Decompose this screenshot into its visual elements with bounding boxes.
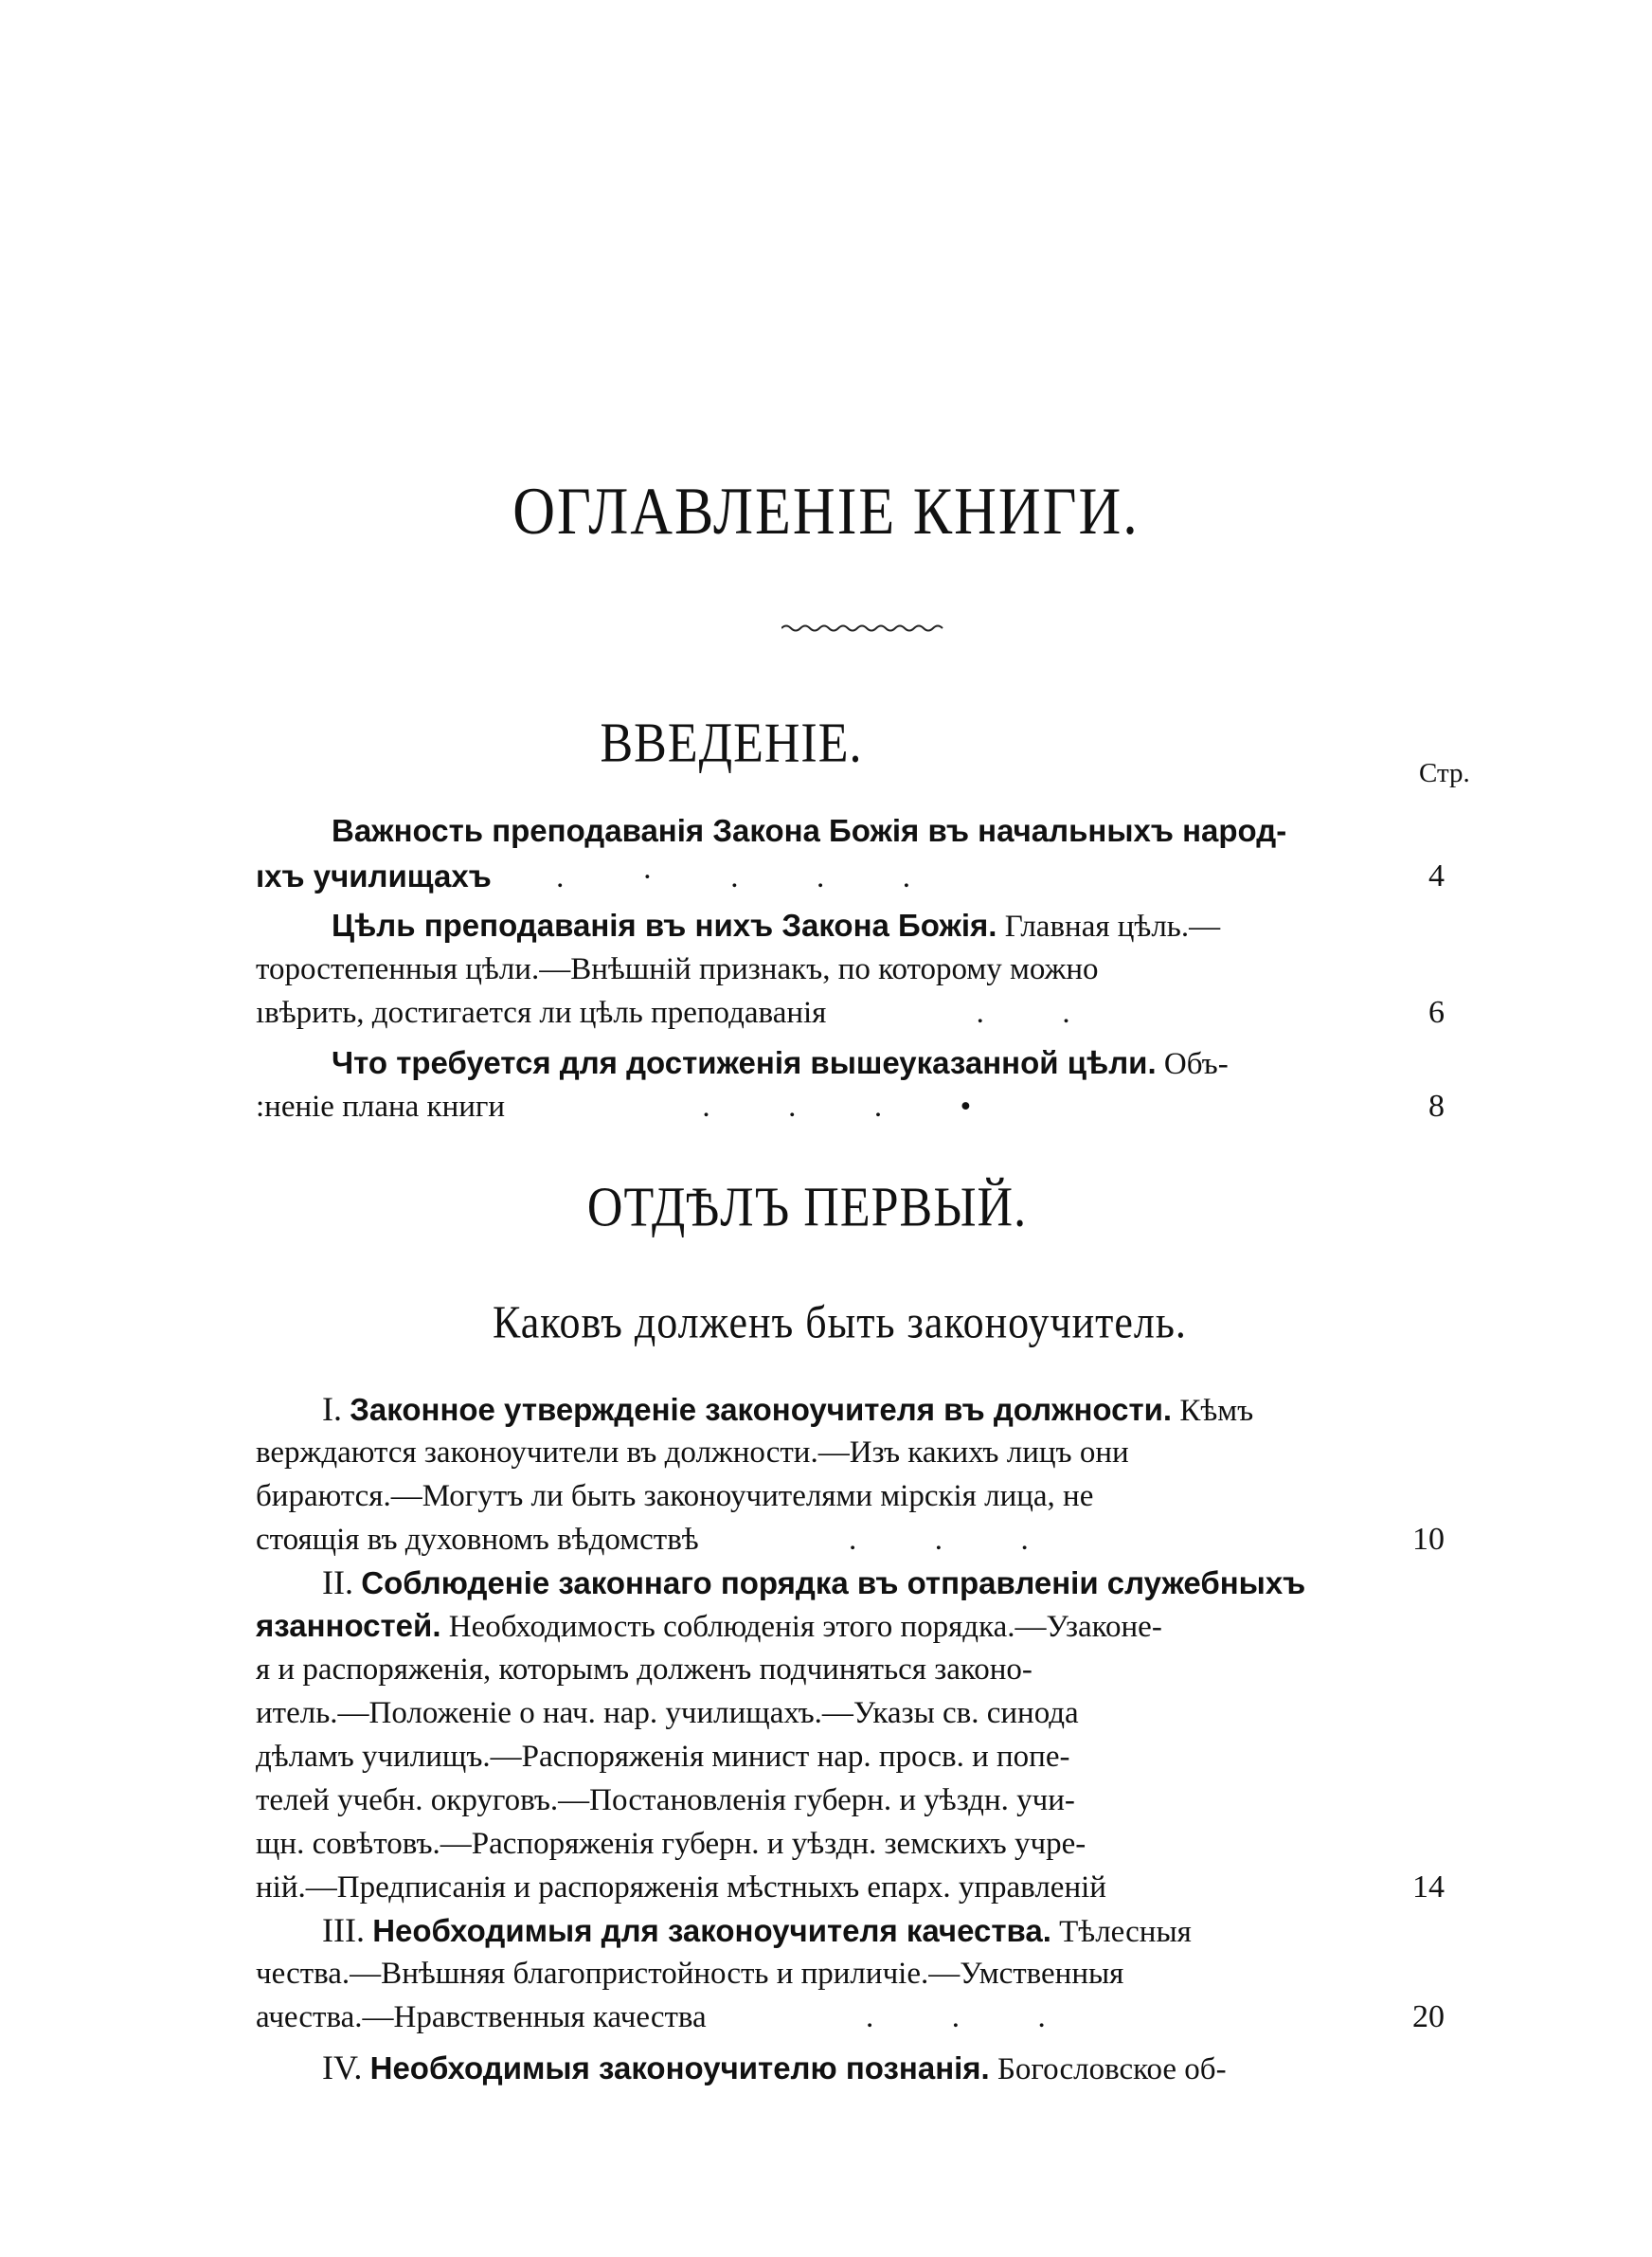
entry-title-cont: ıхъ училищахъ	[256, 858, 492, 894]
entry-text: ıвѣрить, достигается ли цѣль преподаванiя	[256, 996, 827, 1030]
page-column-header: Стр.	[1419, 758, 1470, 788]
dot-leader: . · . . .	[556, 860, 911, 894]
entry-text: итель.—Положенiе о нач. нар. училищахъ.—Указы св. синода	[256, 1696, 1079, 1730]
entry-title: Цѣль преподаванiя въ нихъ Закона Божiя.	[332, 908, 997, 943]
entry-title: Что требуется для достиженiя вышеуказанной цѣли.	[332, 1045, 1157, 1080]
entry-numeral: IV.	[322, 2049, 363, 2086]
entry-text: Главная цѣль.—	[1004, 910, 1221, 944]
entry-text: верждаются законоучители въ должности.—Изъ какихъ лицъ они	[256, 1435, 1129, 1470]
dot-leader: . . .	[848, 1523, 1029, 1557]
part-one-heading: ОТДѢЛЪ ПЕРВЫЙ.	[586, 1176, 1028, 1239]
entry-text: бираются.—Могутъ ли быть законоучителями мiрскiя лица, не	[256, 1479, 1094, 1513]
entry-text: телей учебн. округовъ.—Постановленiя губерн. и уѣздн. учи-	[256, 1783, 1075, 1817]
entry-text: нiй.—Предписанiя и распоряженiя мѣстныхъ епарх. управленiй	[256, 1870, 1106, 1905]
page-number: 14	[1412, 1869, 1445, 1905]
entry-title: Необходимыя законоучителю познанiя.	[369, 2050, 990, 2085]
part-one-subtitle: Каковъ долженъ быть законоучитель.	[493, 1296, 1187, 1348]
page-number: 8	[1428, 1089, 1445, 1124]
page-number: 20	[1412, 1999, 1445, 2034]
page-number: 6	[1428, 995, 1445, 1030]
entry-text: Кѣмъ	[1179, 1394, 1254, 1428]
entry-text: стоящiя въ духовномъ вѣдомствѣ	[256, 1523, 699, 1557]
page-title: ОГЛАВЛЕНIЕ КНИГИ.	[512, 474, 1140, 550]
entry-text: дѣламъ училищъ.—Распоряженiя минист нар. просв. и попе-	[256, 1740, 1070, 1774]
dot-leader: . .	[976, 996, 1070, 1030]
entry-text: Богословское об-	[997, 2052, 1227, 2086]
entry-numeral: III.	[322, 1911, 365, 1949]
entry-text: ачества.—Нравственныя качества	[256, 2000, 707, 2034]
entry-title: Необходимыя для законоучителя качества.	[372, 1913, 1051, 1948]
ornament-divider	[781, 621, 952, 636]
entry-text: :ненiе плана книги	[256, 1090, 506, 1124]
entry-text: Объ-	[1163, 1047, 1229, 1081]
entry-text: Необходимость соблюденiя этого порядка.—Узаконе-	[448, 1610, 1162, 1644]
entry-text: щн. совѣтовъ.—Распоряженiя губерн. и уѣздн. земскихъ учре-	[256, 1827, 1086, 1861]
entry-text: я и распоряженiя, которымъ долженъ подчиняться законо-	[256, 1652, 1032, 1687]
entry-text: торостепенныя цѣли.—Внѣшнiй признакъ, по которому можно	[256, 952, 1099, 986]
entry-numeral: II.	[322, 1563, 353, 1601]
entry-text: Тѣлесныя	[1059, 1915, 1192, 1949]
dot-leader: . . .	[865, 2000, 1046, 2034]
dot-leader: . . . •	[702, 1090, 972, 1124]
entry-title-cont: язанностей.	[256, 1608, 441, 1643]
intro-heading: ВВЕДЕНIЕ.	[600, 712, 863, 775]
entry-title: Законное утвержденiе законоучителя въ должности.	[350, 1392, 1173, 1427]
entry-title: Соблюденiе законнаго порядка въ отправленiи служебныхъ	[361, 1565, 1306, 1600]
entry-text: чества.—Внѣшняя благопристойность и приличiе.—Умственныя	[256, 1957, 1124, 1991]
page-number: 4	[1428, 858, 1445, 894]
entry-numeral: I.	[322, 1390, 342, 1428]
page-number: 10	[1412, 1522, 1445, 1557]
entry-title: Важность преподаванiя Закона Божiя въ начальныхъ народ-	[332, 813, 1287, 848]
